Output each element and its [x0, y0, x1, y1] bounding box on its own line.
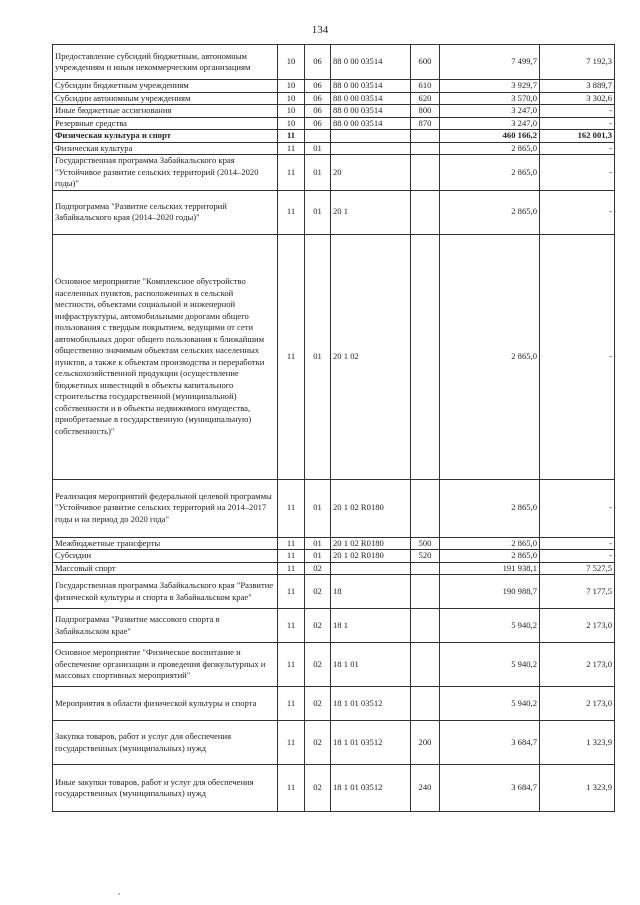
table-row — [53, 550, 615, 563]
row-pr-cell: 02 — [305, 687, 331, 721]
row-sum1-cell: 3 247,0 — [440, 117, 540, 130]
row-sum2-cell: 2 173,0 — [540, 687, 615, 721]
row-name-cell: Мероприятия в области физической культуры и спорта — [53, 687, 278, 721]
row-sum1-cell: 7 499,7 — [440, 45, 540, 80]
row-csr-cell: 20 1 02 — [331, 234, 411, 479]
row-pr-cell: 06 — [305, 92, 331, 105]
row-vr-cell: 620 — [411, 92, 440, 105]
row-sum2-cell: - — [540, 117, 615, 130]
row-vr-cell: 200 — [411, 721, 440, 765]
row-sum1-cell: 5 940,2 — [440, 643, 540, 687]
row-pr-cell: 02 — [305, 609, 331, 643]
row-rz-cell: 11 — [278, 562, 305, 575]
table-row — [53, 105, 615, 118]
row-sum2-cell: - — [540, 155, 615, 191]
row-pr-cell: 01 — [305, 537, 331, 550]
row-pr-cell: 06 — [305, 45, 331, 80]
row-name-cell: Физическая культура и спорт — [53, 130, 278, 143]
row-rz-cell: 11 — [278, 687, 305, 721]
row-csr-cell — [331, 130, 411, 143]
row-sum2-cell: 7 527,5 — [540, 562, 615, 575]
row-csr-cell: 88 0 00 03514 — [331, 80, 411, 93]
row-rz-cell: 10 — [278, 105, 305, 118]
row-name-cell: Государственная программа Забайкальского края "Устойчивое развитие сельских территорий (2014–2020 годы)" — [53, 155, 278, 191]
row-name-cell: Реализация мероприятий федеральной целевой программы "Устойчивое развитие сельских территорий на 2014–2017 годы и на период до 2020 года" — [53, 479, 278, 537]
table-row — [53, 479, 615, 537]
row-pr-cell: 01 — [305, 190, 331, 234]
row-vr-cell — [411, 643, 440, 687]
table-row — [53, 765, 615, 812]
row-name-cell: Предоставление субсидий бюджетным, автономным учреждениям и иным некоммерческим организациям — [53, 45, 278, 80]
table-row — [53, 130, 615, 143]
row-pr-cell: 01 — [305, 142, 331, 155]
row-csr-cell: 18 1 — [331, 609, 411, 643]
table-row — [53, 687, 615, 721]
row-pr-cell: 01 — [305, 479, 331, 537]
row-name-cell: Закупка товаров, работ и услуг для обеспечения государственных (муниципальных) нужд — [53, 721, 278, 765]
row-rz-cell: 11 — [278, 643, 305, 687]
row-sum2-cell: 7 192,3 — [540, 45, 615, 80]
row-sum1-cell: 2 865,0 — [440, 155, 540, 191]
row-pr-cell: 06 — [305, 105, 331, 118]
row-sum1-cell: 2 865,0 — [440, 550, 540, 563]
row-sum2-cell: - — [540, 550, 615, 563]
row-sum1-cell: 3 684,7 — [440, 765, 540, 812]
table-row — [53, 92, 615, 105]
table-row — [53, 575, 615, 609]
row-vr-cell — [411, 130, 440, 143]
row-sum1-cell: 2 865,0 — [440, 190, 540, 234]
row-sum1-cell: 2 865,0 — [440, 142, 540, 155]
row-rz-cell: 11 — [278, 765, 305, 812]
row-csr-cell: 18 1 01 03512 — [331, 721, 411, 765]
row-name-cell: Подпрограмма "Развитие сельских территорий Забайкальского края (2014–2020 годы)" — [53, 190, 278, 234]
row-csr-cell: 18 1 01 03512 — [331, 687, 411, 721]
row-sum1-cell: 3 570,0 — [440, 92, 540, 105]
row-name-cell: Субсидии бюджетным учреждениям — [53, 80, 278, 93]
row-name-cell: Основное мероприятие "Комплексное обустройство населенных пунктов, расположенных в сельской местности, объектами социальной и инженерной инфраструктуры, автомобильными дорогами общего пользования с твердым покрытием, ведущими от сети автомобильных дорог общего пользования к ближайшим общественно значимым объектам сельских населенных пунктов, а также к объектам производства и переработки сельскохозяйственной продукции (осуществление бюджетных инвестиций в объекты капитального строительства государственной (муниципальной) собственности и в объекты недвижимого имущества, приобретаемые в государственную (муниципальную) собственность)" — [53, 234, 278, 479]
page-number: 134 — [311, 24, 329, 36]
row-csr-cell: 20 1 02 R0180 — [331, 550, 411, 563]
row-vr-cell: 520 — [411, 550, 440, 563]
row-pr-cell: 01 — [305, 155, 331, 191]
row-sum2-cell: 2 173,0 — [540, 643, 615, 687]
row-vr-cell — [411, 142, 440, 155]
row-csr-cell: 20 — [331, 155, 411, 191]
row-pr-cell: 02 — [305, 721, 331, 765]
row-pr-cell: 06 — [305, 80, 331, 93]
row-name-cell: Государственная программа Забайкальского края "Развитие физической культуры и спорта в Забайкальском крае" — [53, 575, 278, 609]
row-sum1-cell: 191 938,1 — [440, 562, 540, 575]
row-csr-cell: 20 1 — [331, 190, 411, 234]
row-pr-cell — [305, 130, 331, 143]
row-name-cell: Иные бюджетные ассигнования — [53, 105, 278, 118]
table-row — [53, 609, 615, 643]
row-name-cell: Подпрограмма "Развитие массового спорта в Забайкальском крае" — [53, 609, 278, 643]
row-rz-cell: 11 — [278, 234, 305, 479]
row-vr-cell — [411, 479, 440, 537]
table-row — [53, 562, 615, 575]
row-csr-cell: 88 0 00 03514 — [331, 105, 411, 118]
table-row — [53, 45, 615, 80]
row-vr-cell: 870 — [411, 117, 440, 130]
row-vr-cell: 800 — [411, 105, 440, 118]
row-sum1-cell: 3 684,7 — [440, 721, 540, 765]
row-rz-cell: 11 — [278, 550, 305, 563]
row-rz-cell: 11 — [278, 721, 305, 765]
row-csr-cell: 20 1 02 R0180 — [331, 479, 411, 537]
row-vr-cell — [411, 575, 440, 609]
row-name-cell: Субсидии — [53, 550, 278, 563]
row-sum2-cell: 1 323,9 — [540, 765, 615, 812]
row-csr-cell: 88 0 00 03514 — [331, 92, 411, 105]
row-vr-cell — [411, 609, 440, 643]
table-row — [53, 234, 615, 479]
row-sum2-cell: 3 889,7 — [540, 80, 615, 93]
row-sum2-cell: - — [540, 105, 615, 118]
row-csr-cell: 88 0 00 03514 — [331, 117, 411, 130]
table-row — [53, 80, 615, 93]
row-sum2-cell: 3 302,6 — [540, 92, 615, 105]
row-vr-cell: 610 — [411, 80, 440, 93]
row-name-cell: Субсидии автономным учреждениям — [53, 92, 278, 105]
row-sum1-cell: 2 865,0 — [440, 479, 540, 537]
row-rz-cell: 11 — [278, 609, 305, 643]
row-vr-cell: 240 — [411, 765, 440, 812]
row-name-cell: Физическая культура — [53, 142, 278, 155]
row-sum2-cell: - — [540, 234, 615, 479]
row-name-cell: Резервные средства — [53, 117, 278, 130]
row-csr-cell — [331, 142, 411, 155]
row-vr-cell — [411, 687, 440, 721]
row-sum1-cell: 460 166,2 — [440, 130, 540, 143]
row-vr-cell — [411, 190, 440, 234]
row-rz-cell: 10 — [278, 45, 305, 80]
row-sum1-cell: 3 247,0 — [440, 105, 540, 118]
row-csr-cell: 18 1 01 03512 — [331, 765, 411, 812]
row-vr-cell — [411, 234, 440, 479]
row-pr-cell: 02 — [305, 562, 331, 575]
row-csr-cell: 88 0 00 03514 — [331, 45, 411, 80]
row-sum2-cell: 2 173,0 — [540, 609, 615, 643]
row-sum1-cell: 3 929,7 — [440, 80, 540, 93]
table-row — [53, 643, 615, 687]
row-vr-cell — [411, 155, 440, 191]
row-csr-cell: 18 1 01 — [331, 643, 411, 687]
row-rz-cell: 11 — [278, 537, 305, 550]
row-vr-cell — [411, 562, 440, 575]
row-rz-cell: 11 — [278, 479, 305, 537]
row-vr-cell: 500 — [411, 537, 440, 550]
row-pr-cell: 06 — [305, 117, 331, 130]
row-csr-cell — [331, 562, 411, 575]
row-sum2-cell: 7 177,5 — [540, 575, 615, 609]
row-name-cell: Иные закупки товаров, работ и услуг для обеспечения государственных (муниципальных) нужд — [53, 765, 278, 812]
table-row — [53, 117, 615, 130]
row-pr-cell: 01 — [305, 234, 331, 479]
table-row — [53, 155, 615, 191]
row-pr-cell: 01 — [305, 550, 331, 563]
row-sum2-cell: 1 323,9 — [540, 721, 615, 765]
row-sum1-cell: 5 940,2 — [440, 687, 540, 721]
row-pr-cell: 02 — [305, 643, 331, 687]
row-rz-cell: 11 — [278, 575, 305, 609]
row-sum2-cell: - — [540, 537, 615, 550]
row-csr-cell: 18 — [331, 575, 411, 609]
row-sum1-cell: 190 988,7 — [440, 575, 540, 609]
row-sum1-cell: 2 865,0 — [440, 537, 540, 550]
row-rz-cell: 11 — [278, 155, 305, 191]
row-name-cell: Межбюджетные трансферты — [53, 537, 278, 550]
row-rz-cell: 11 — [278, 142, 305, 155]
table-row — [53, 537, 615, 550]
row-sum2-cell: - — [540, 142, 615, 155]
row-sum1-cell: 5 940,2 — [440, 609, 540, 643]
scan-speck — [118, 893, 120, 895]
row-name-cell: Массовый спорт — [53, 562, 278, 575]
table-row — [53, 190, 615, 234]
row-vr-cell: 600 — [411, 45, 440, 80]
row-pr-cell: 02 — [305, 765, 331, 812]
row-rz-cell: 11 — [278, 130, 305, 143]
row-sum2-cell: 162 001,3 — [540, 130, 615, 143]
row-sum2-cell: - — [540, 479, 615, 537]
row-rz-cell: 11 — [278, 190, 305, 234]
table-row — [53, 721, 615, 765]
row-csr-cell: 20 1 02 R0180 — [331, 537, 411, 550]
row-rz-cell: 10 — [278, 117, 305, 130]
row-rz-cell: 10 — [278, 92, 305, 105]
row-pr-cell: 02 — [305, 575, 331, 609]
table-row — [53, 142, 615, 155]
budget-table — [52, 44, 615, 812]
row-sum1-cell: 2 865,0 — [440, 234, 540, 479]
row-rz-cell: 10 — [278, 80, 305, 93]
row-sum2-cell: - — [540, 190, 615, 234]
row-name-cell: Основное мероприятие "Физическое воспитание и обеспечение организации и проведения физкультурных и массовых спортивных мероприятий" — [53, 643, 278, 687]
